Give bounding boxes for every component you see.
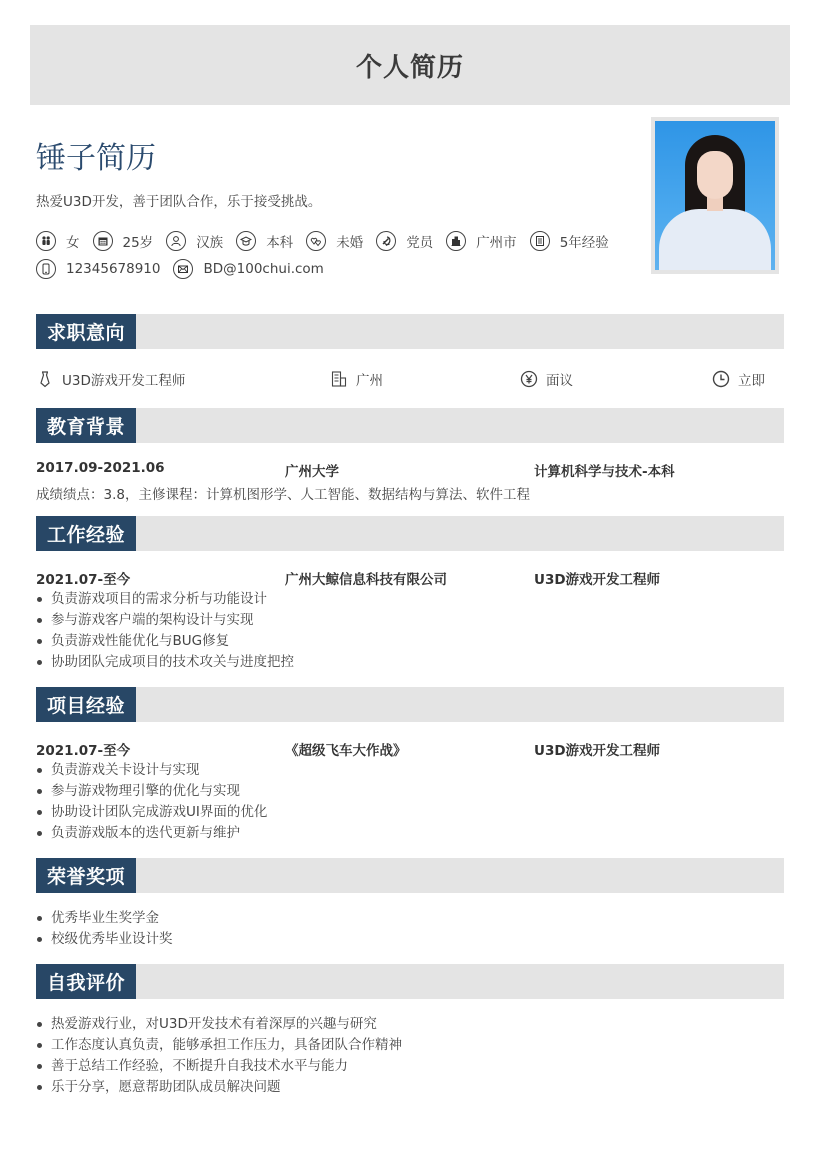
list-item: 参与游戏客户端的架构设计与实现	[36, 610, 294, 631]
list-item: 负责游戏版本的迭代更新与维护	[36, 823, 267, 844]
info-degree	[236, 231, 293, 251]
project-period: 2021.07-至今	[36, 743, 131, 759]
education-entry	[36, 460, 784, 480]
info-phone	[36, 259, 160, 279]
candidate-name: 锤子简历	[36, 141, 156, 176]
list-item: 乐于分享，愿意帮助团队成员解决问题	[36, 1077, 402, 1098]
section-title: 自我评价	[36, 964, 136, 999]
section-title: 项目经验	[36, 687, 136, 722]
mail-icon	[173, 259, 193, 279]
profile-photo	[651, 117, 779, 274]
calendar-icon	[93, 231, 113, 251]
list-item: 热爱游戏行业，对U3D开发技术有着深厚的兴趣与研究	[36, 1014, 402, 1035]
list-item: 校级优秀毕业设计奖	[36, 929, 173, 950]
building-icon	[446, 231, 466, 251]
section-honors-header	[36, 858, 784, 893]
list-item: 负责游戏性能优化与BUG修复	[36, 631, 294, 652]
self-eval-bullets	[36, 1014, 402, 1098]
intent-salary	[520, 369, 573, 389]
contact-info-row	[36, 259, 337, 279]
section-self-eval-header	[36, 964, 784, 999]
candidate-motto: 热爱U3D开发，善于团队合作，乐于接受挑战。	[36, 194, 322, 210]
work-role: U3D游戏开发工程师	[534, 572, 661, 588]
info-value: 5年经验	[559, 235, 609, 251]
info-value: 未婚	[336, 235, 364, 251]
party-emblem-icon	[376, 231, 396, 251]
intent-value: 面议	[546, 373, 573, 389]
intent-availability	[712, 369, 765, 389]
honors-bullets	[36, 908, 173, 950]
education-detail: 成绩绩点：3.8，主修课程：计算机图形学、人工智能、数据结构与算法、软件工程	[36, 487, 530, 503]
section-title: 工作经验	[36, 516, 136, 551]
project-role: U3D游戏开发工程师	[534, 743, 661, 759]
section-intent-header	[36, 314, 784, 349]
list-item: 负责游戏项目的需求分析与功能设计	[36, 589, 294, 610]
info-gender	[36, 231, 80, 251]
phone-icon	[36, 259, 56, 279]
graduation-cap-icon	[236, 231, 256, 251]
info-political	[376, 231, 433, 251]
education-school: 广州大学	[285, 464, 339, 480]
person-icon	[166, 231, 186, 251]
list-item: 协助设计团队完成游戏UI界面的优化	[36, 802, 267, 823]
project-name: 《超级飞车大作战》	[285, 743, 407, 759]
page-title: 个人简历	[355, 52, 464, 83]
email-address[interactable]: BD@100chui.com	[203, 261, 324, 277]
section-education-header	[36, 408, 784, 443]
project-entry	[36, 739, 784, 759]
intent-city	[330, 369, 383, 389]
work-bullets	[36, 589, 294, 673]
basic-info-row	[36, 231, 622, 251]
section-project-header	[36, 687, 784, 722]
info-value: 汉族	[196, 235, 224, 251]
intent-value: U3D游戏开发工程师	[62, 373, 186, 389]
intent-position	[36, 369, 185, 389]
city-building-icon	[330, 370, 348, 388]
info-experience	[530, 231, 609, 251]
list-item: 协助团队完成项目的技术攻关与进度把控	[36, 652, 294, 673]
work-period: 2021.07-至今	[36, 572, 131, 588]
title-banner	[30, 25, 790, 105]
education-period: 2017.09-2021.06	[36, 460, 165, 476]
list-item: 参与游戏物理引擎的优化与实现	[36, 781, 267, 802]
work-company: 广州大鲸信息科技有限公司	[285, 572, 447, 588]
tie-icon	[36, 370, 54, 388]
job-intent-row	[36, 369, 784, 389]
info-age	[93, 231, 154, 251]
info-city	[446, 231, 517, 251]
section-title: 求职意向	[36, 314, 136, 349]
section-work-header	[36, 516, 784, 551]
hearts-icon	[306, 231, 326, 251]
info-marital	[306, 231, 363, 251]
list-item: 负责游戏关卡设计与实现	[36, 760, 267, 781]
intent-value: 立即	[738, 373, 765, 389]
section-title: 教育背景	[36, 408, 136, 443]
photo-image	[655, 121, 775, 270]
info-email	[173, 259, 323, 279]
intent-value: 广州	[356, 373, 383, 389]
info-value: 党员	[406, 235, 434, 251]
education-major: 计算机科学与技术-本科	[534, 464, 675, 480]
phone-number[interactable]: 12345678910	[66, 261, 161, 277]
clock-icon	[712, 370, 730, 388]
list-item: 善于总结工作经验，不断提升自我技术水平与能力	[36, 1056, 402, 1077]
info-ethnicity	[166, 231, 223, 251]
info-value: 25岁	[122, 235, 154, 251]
info-value: 女	[66, 235, 80, 251]
list-item: 工作态度认真负责，能够承担工作压力，具备团队合作精神	[36, 1035, 402, 1056]
gender-icon	[36, 231, 56, 251]
list-item: 优秀毕业生奖学金	[36, 908, 173, 929]
section-title: 荣誉奖项	[36, 858, 136, 893]
info-value: 广州市	[476, 235, 517, 251]
yen-icon	[520, 370, 538, 388]
work-entry	[36, 568, 784, 588]
document-icon	[530, 231, 550, 251]
project-bullets	[36, 760, 267, 844]
info-value: 本科	[266, 235, 294, 251]
